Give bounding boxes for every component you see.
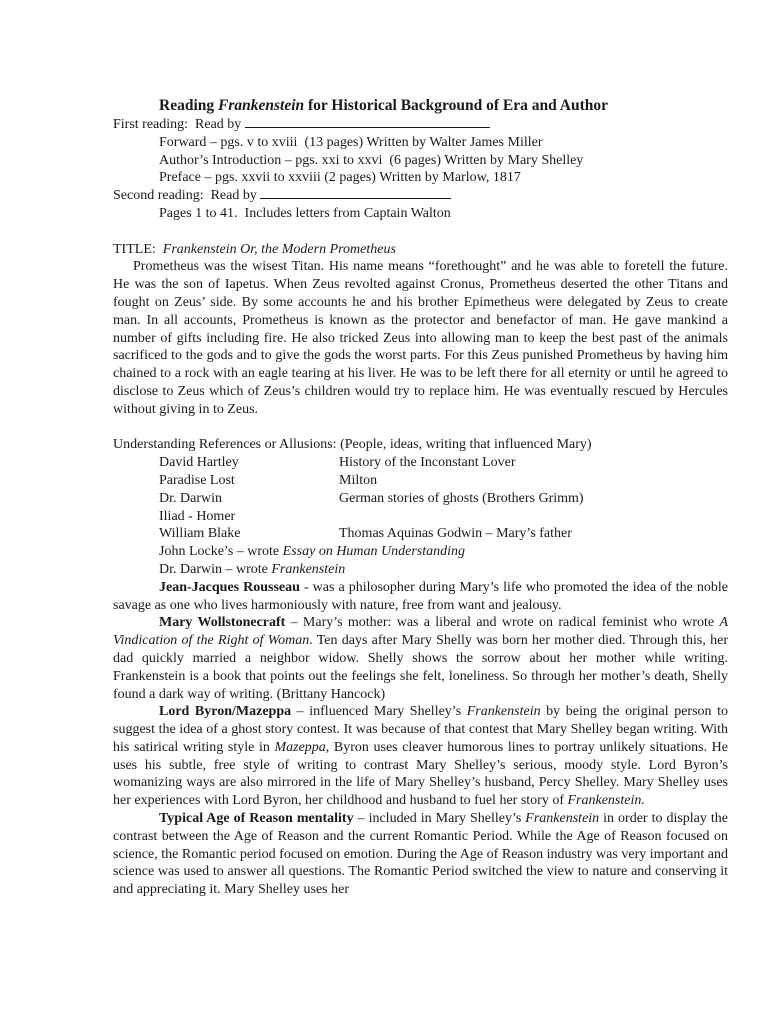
entry-rousseau: Jean-Jacques Rousseau - was a philosopher during Mary’s life who promoted the idea of the noble savage as one who lives harmoniously with nature, free from want and jealousy. <box>113 579 728 613</box>
second-reading-blank[interactable] <box>260 187 451 199</box>
entry-byron: Lord Byron/Mazeppa – influenced Mary Shelley’s Frankenstein by being the original person to suggest the idea of a ghost story contest. It was because of that contest that Mary Shelley began writing. With his satirical writing style in Mazeppa, Byron uses cleaver humorous lines to portray unlikely situations. He uses his subtle, free style of writing to contrast Mary Shelley’s serious, moody style. Lord Byron’s womanizing ways are also mirrored in the life of Mary Shelley’s husband, Percy Shelley. Mary Shelley uses her experiences with Lord Byron, her childhood and husband to fuel her story of Frankenstein. <box>113 704 728 809</box>
reference-item: Dr. Darwin <box>159 490 222 506</box>
reference-item: David Hartley <box>159 455 239 471</box>
reference-item: Paradise Lost <box>159 472 235 488</box>
references-heading: Understanding References or Allusions: (People, ideas, writing that influenced Mary) <box>113 437 592 453</box>
darwin-line: Dr. Darwin – wrote Frankenstein <box>159 561 346 577</box>
reference-item <box>339 508 728 526</box>
first-reading-item: Forward – pgs. v to xviii (13 pages) Written by Walter James Miller <box>159 134 543 150</box>
title-line: TITLE: Frankenstein Or, the Modern Prometheus <box>113 241 396 257</box>
references-table <box>113 454 728 543</box>
document-title: Reading Frankenstein for Historical Background of Era and Author <box>159 97 608 114</box>
reference-item: Iliad - Homer <box>159 508 236 524</box>
entry-age-of-reason: Typical Age of Reason mentality – included in Mary Shelley’s Frankenstein in order to display the contrast between the Age of Reason and the current Romantic Period. While the Age of Reason focused on science, the Romantic period focused on emotion. During the Age of Reason industry was very important and science was used to answer all questions. The Romantic Period switched the view to nature and conserving it and appreciating it. Mary Shelley uses her <box>113 811 728 898</box>
reference-item: Thomas Aquinas Godwin – Mary’s father <box>339 526 572 542</box>
reference-item: German stories of ghosts (Brothers Grimm) <box>339 490 584 506</box>
locke-line: John Locke’s – wrote Essay on Human Understanding <box>159 544 466 560</box>
second-reading-item: Pages 1 to 41. Includes letters from Captain Walton <box>159 205 451 221</box>
entry-wollstonecraft: Mary Wollstonecraft – Mary’s mother: was a liberal and wrote on radical feminist who wrote A Vindication of the Right of Woman. Ten days after Mary Shelly was born her mother died. Through this, her dad quickly married a neighbor widow. Shelly shows the sorrow about her mother while writing. Frankenstein is a book that points out the feelings she felt, loneliness. So through her mother’s death, Shelly found a dark way of writing. (Brittany Hancock) <box>113 615 728 702</box>
reference-item: History of the Inconstant Lover <box>339 455 516 471</box>
reference-item: Milton <box>339 472 378 488</box>
first-reading-blank[interactable] <box>245 116 490 128</box>
reference-item: William Blake <box>159 526 241 542</box>
first-reading-item: Author’s Introduction – pgs. xxi to xxvi (6 pages) Written by Mary Shelley <box>159 152 584 168</box>
prometheus-paragraph: Prometheus was the wisest Titan. His name means “forethought” and he was able to foretell the future. He was the son of Iapetus. When Zeus revolted against Cronus, Prometheus deserted the other Titans and fought on Zeus’ side. By some accounts he and his brother Epimetheus were delegated by Zeus to create man. In all accounts, Prometheus is known as the protector and benefactor of man. He gave mankind a number of gifts including fire. He also tricked Zeus into allowing man to keep the best past of the animals sacrificed to the gods and to give the gods the worst parts. For this Zeus punished Prometheus by having him chained to a rock with an eagle tearing at his liver. He was to be left there for all eternity or until he agreed to disclose to Zeus which of Zeus’s children would try to replace him. He was eventually rescued by Hercules without giving in to Zeus. <box>113 259 728 417</box>
first-reading-line: First reading: Read by <box>113 116 728 134</box>
first-reading-item: Preface – pgs. xxvii to xxviii (2 pages) Written by Marlow, 1817 <box>159 170 521 186</box>
second-reading-line: Second reading: Read by <box>113 187 728 205</box>
